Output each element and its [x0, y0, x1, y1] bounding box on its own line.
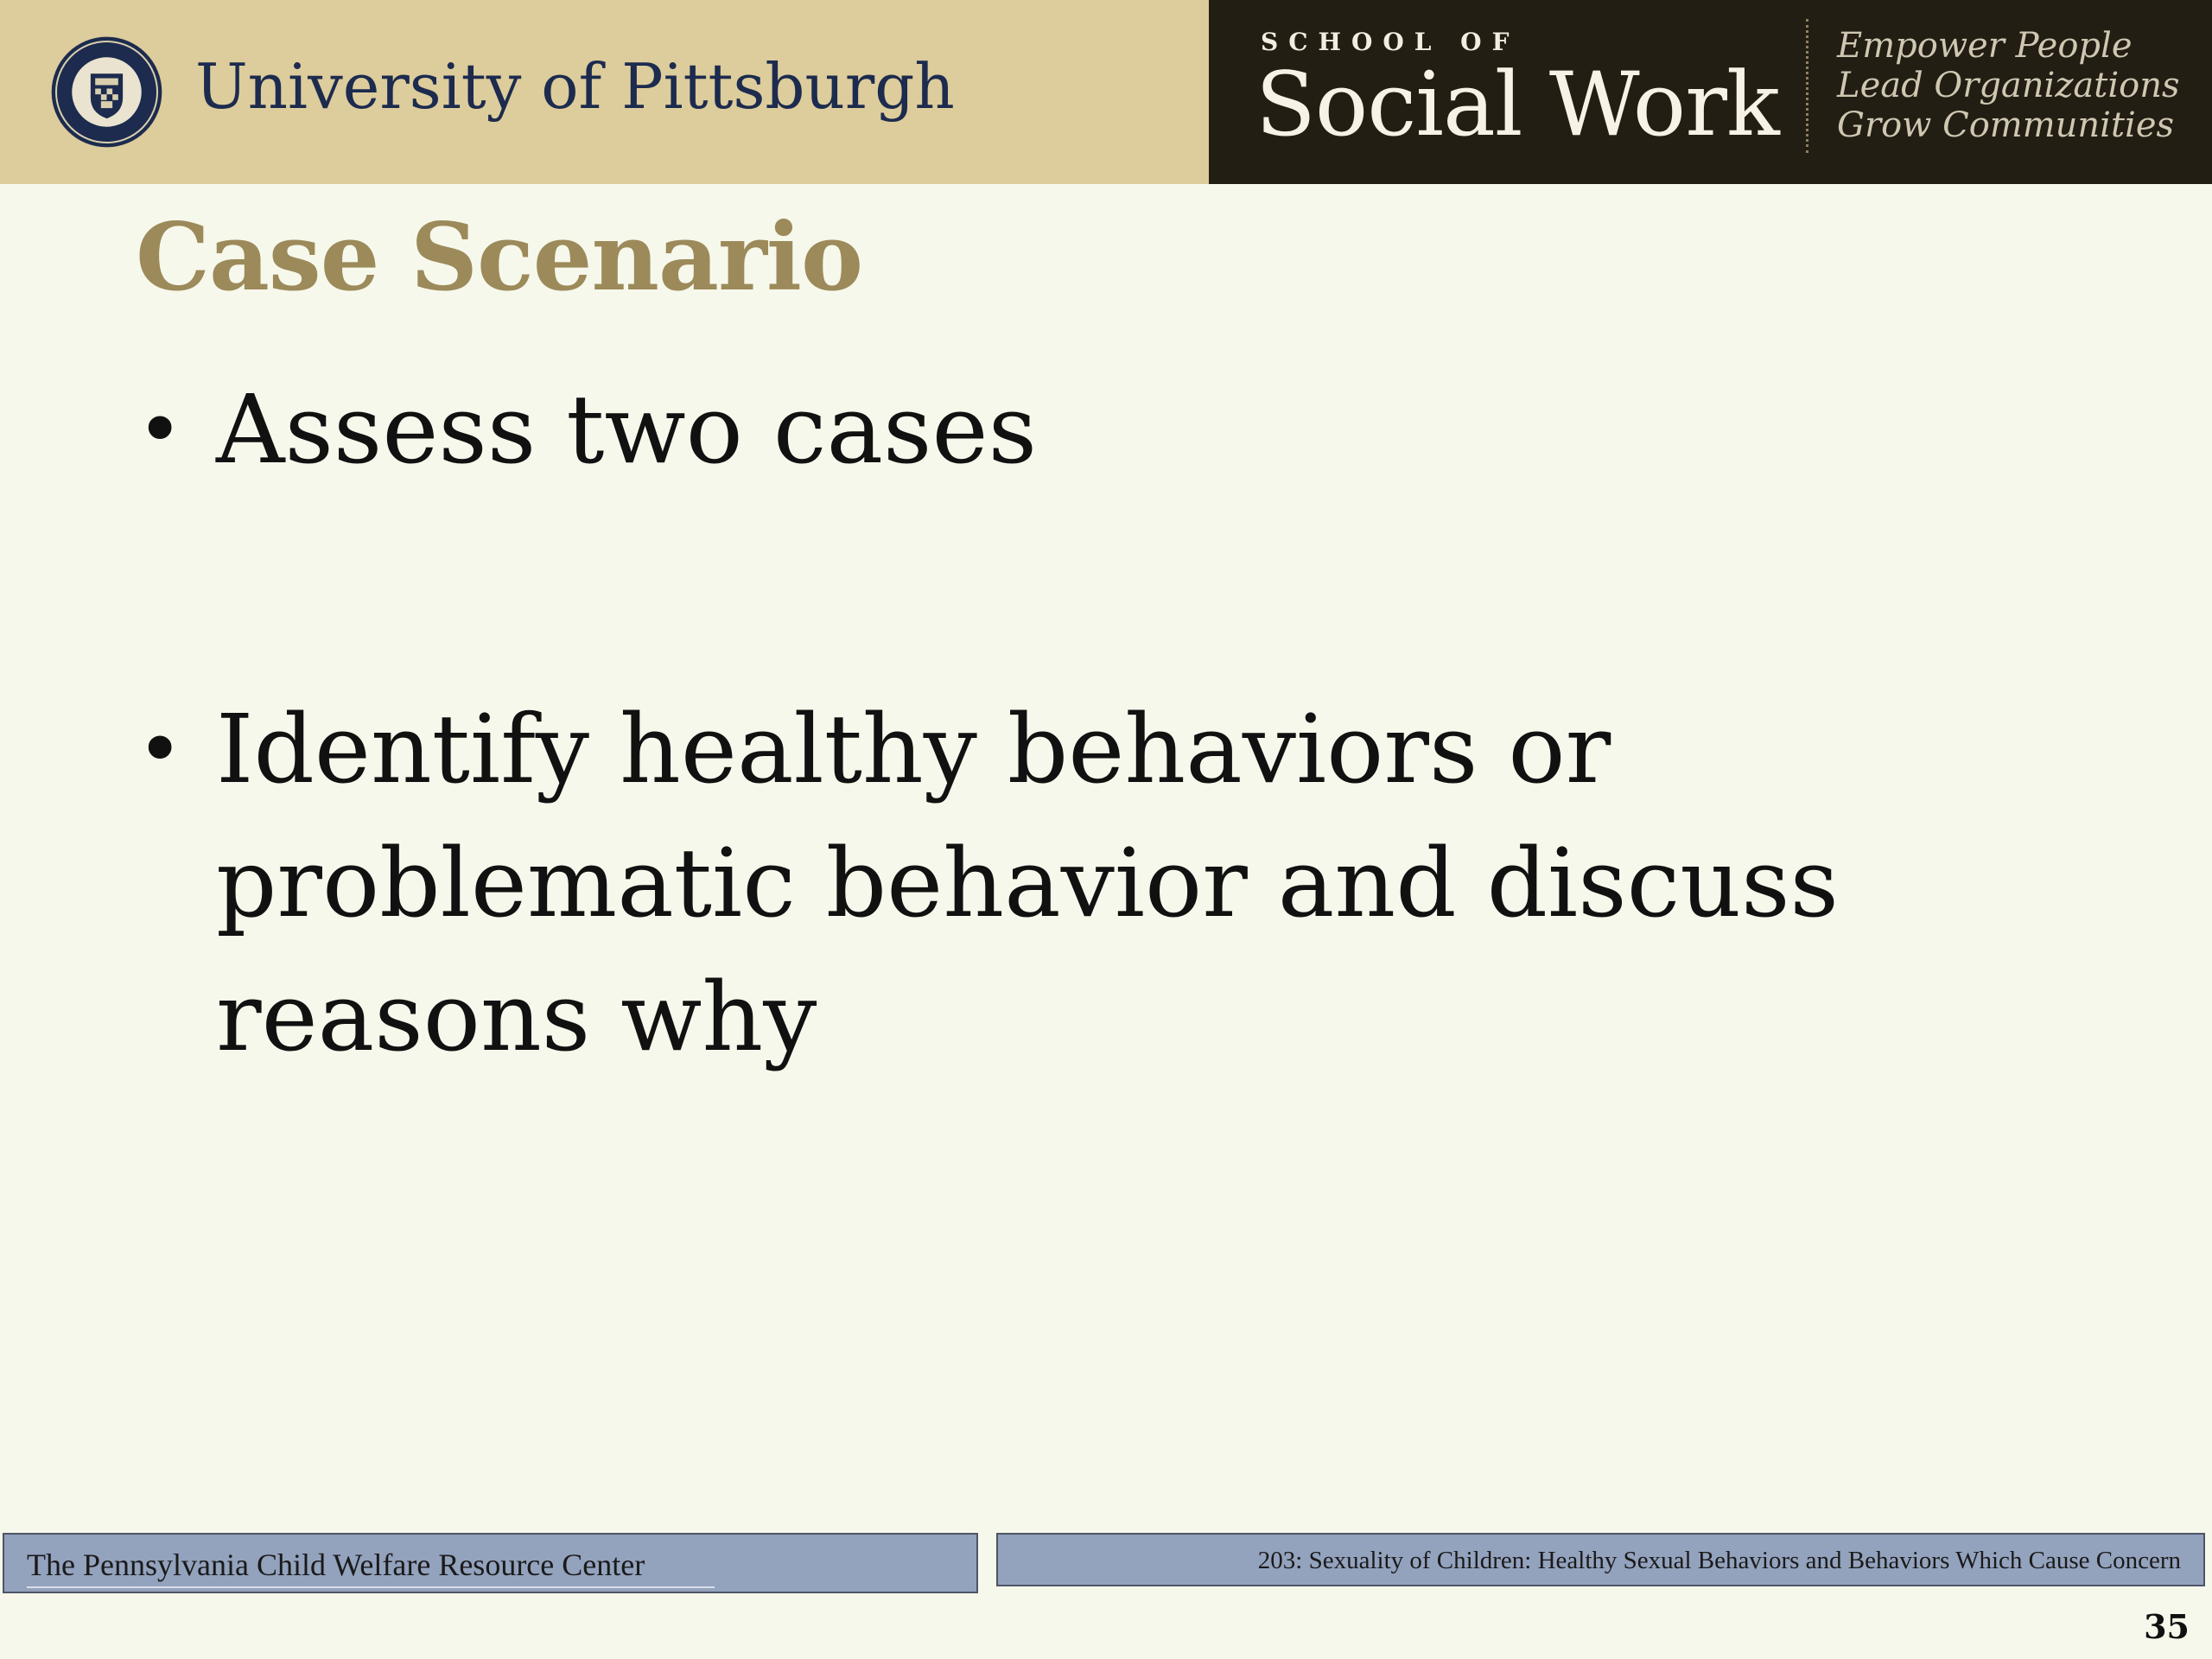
header-divider: [1806, 19, 1808, 153]
tagline-line: Grow Communities: [1837, 105, 2175, 145]
tagline-line: Lead Organizations: [1837, 66, 2180, 105]
university-name: University of Pittsburgh: [195, 50, 955, 123]
footer-right-box: [996, 1533, 2205, 1586]
university-seal-icon: [49, 35, 164, 149]
footer-left-box: [3, 1533, 978, 1593]
bullet-text: Assess two cases: [216, 374, 1038, 485]
bullet-item: [137, 683, 1987, 1084]
tagline: [1837, 26, 2179, 145]
footer-course-title: 203: Sexuality of Children: Healthy Sexual Behaviors and Behaviors Which Cause Concern: [1257, 1547, 2181, 1574]
school-name: Social Work: [1255, 54, 1779, 156]
footer-underline: [27, 1586, 715, 1588]
footer-organization: The Pennsylvania Child Welfare Resource Center: [27, 1548, 645, 1582]
school-of-label: SCHOOL OF: [1261, 28, 1520, 56]
bullet-dot-icon: •: [137, 703, 184, 796]
tagline-line: Empower People: [1837, 26, 2133, 66]
page-number: 35: [2144, 1607, 2190, 1646]
bullet-item: [137, 363, 1987, 497]
slide-title: Case Scenario: [136, 203, 862, 312]
bullet-dot-icon: •: [137, 384, 184, 476]
bullet-text: Identify healthy behaviors or problematic behavior and discuss reasons why: [216, 694, 1840, 1072]
